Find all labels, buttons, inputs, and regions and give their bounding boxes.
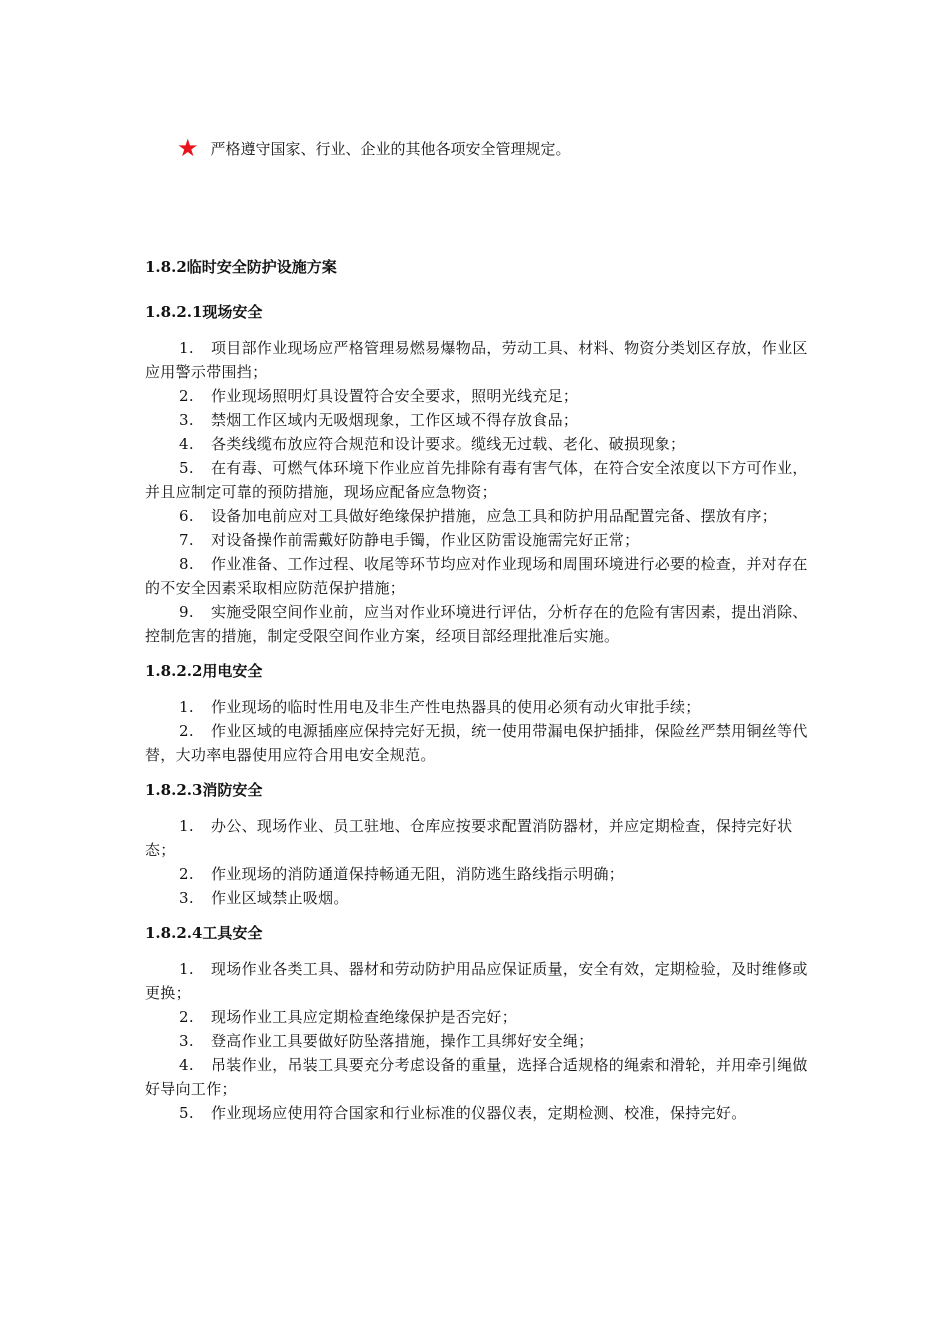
subsection [145, 921, 815, 1125]
list-item-text: 作业现场的临时性用电及非生产性电热器具的使用必须有动火审批手续； [211, 698, 701, 716]
list-item [145, 528, 815, 552]
list-item [145, 1005, 815, 1029]
list-item-text: 作业现场的消防通道保持畅通无阻，消防逃生路线指示明确； [211, 865, 625, 883]
subsection-title: 1.8.2.2用电安全 [145, 662, 263, 680]
list-item-text: 吊装作业，吊装工具要充分考虑设备的重量，选择合适规格的绳索和滑轮，并用牵引绳做好导向工作； [145, 1056, 808, 1098]
list-item-text: 项目部作业现场应严格管理易燃易爆物品，劳动工具、材料、物资分类划区存放，作业区应用警示带围挡； [145, 339, 808, 381]
list-item-number: 7. [179, 531, 194, 549]
list-item-text: 对设备操作前需戴好防静电手镯，作业区防雷设施需完好正常； [211, 531, 640, 549]
list-item-number: 2. [179, 387, 194, 405]
subsection [145, 300, 815, 648]
list-item-number: 4. [179, 435, 194, 453]
star-bullet-text: 严格遵守国家、行业、企业的其他各项安全管理规定。 [210, 139, 571, 158]
list-item-number: 2. [179, 722, 194, 740]
subsection-title: 1.8.2.4工具安全 [145, 924, 263, 942]
list-item-number: 1. [179, 698, 194, 716]
subsection [145, 659, 815, 767]
list-item-number: 5. [179, 1104, 194, 1122]
list-item [145, 552, 815, 600]
list-item-text: 设备加电前应对工具做好绝缘保护措施，应急工具和防护用品配置完备、摆放有序； [211, 507, 778, 525]
list-item [145, 862, 815, 886]
sections-container [145, 300, 815, 1125]
list-item-text: 作业区域禁止吸烟。 [211, 889, 349, 907]
list-item-number: 1. [179, 960, 194, 978]
list-item-number: 3. [179, 411, 194, 429]
list-item [145, 504, 815, 528]
list-item [145, 600, 815, 648]
list-item-number: 2. [179, 1008, 194, 1026]
subsection-title: 1.8.2.3消防安全 [145, 781, 263, 799]
list-item-text: 登高作业工具要做好防坠落措施，操作工具绑好安全绳； [211, 1032, 594, 1050]
list-item [145, 1029, 815, 1053]
list-item-text: 现场作业工具应定期检查绝缘保护是否完好； [211, 1008, 518, 1026]
subsection [145, 778, 815, 910]
list-item [145, 957, 815, 1005]
list-item [145, 814, 815, 862]
list-item-text: 各类线缆布放应符合规范和设计要求。缆线无过载、老化、破损现象； [211, 435, 686, 453]
list-item-text: 作业准备、工作过程、收尾等环节均应对作业现场和周围环境进行必要的检查，并对存在的不安全因素采取相应防范保护措施； [145, 555, 808, 597]
list-item [145, 1101, 815, 1125]
subsection-title: 1.8.2.1现场安全 [145, 303, 263, 321]
list-item [145, 719, 815, 767]
list-item [145, 695, 815, 719]
list-item-number: 9. [179, 603, 194, 621]
list-item-number: 4. [179, 1056, 194, 1074]
list-item-text: 在有毒、可燃气体环境下作业应首先排除有毒有害气体，在符合安全浓度以下方可作业，并且应制定可靠的预防措施，现场应配备应急物资； [145, 459, 808, 501]
list-item-text: 作业现场应使用符合国家和行业标准的仪器仪表，定期检测、校准，保持完好。 [211, 1104, 747, 1122]
list-item [145, 456, 815, 504]
list-item [145, 1053, 815, 1101]
document-body [145, 255, 815, 1136]
list-item-number: 8. [179, 555, 194, 573]
list-item [145, 432, 815, 456]
list-item-text: 办公、现场作业、员工驻地、仓库应按要求配置消防器材，并应定期检查，保持完好状态； [145, 817, 793, 859]
list-item-text: 实施受限空间作业前，应当对作业环境进行评估，分析存在的危险有害因素，提出消除、控制危害的措施，制定受限空间作业方案，经项目部经理批准后实施。 [145, 603, 808, 645]
list-item [145, 336, 815, 384]
list-item-text: 作业区域的电源插座应保持完好无损，统一使用带漏电保护插排，保险丝严禁用铜丝等代替，大功率电器使用应符合用电安全规范。 [145, 722, 808, 764]
list-item-number: 5. [179, 459, 194, 477]
list-item [145, 886, 815, 910]
star-icon: ★ [177, 134, 199, 162]
list-item-number: 3. [179, 889, 194, 907]
list-item-number: 1. [179, 339, 194, 357]
list-item-number: 6. [179, 507, 194, 525]
list-item-text: 禁烟工作区域内无吸烟现象，工作区域不得存放食品； [211, 411, 579, 429]
section-heading: 1.8.2临时安全防护设施方案 [145, 258, 337, 276]
list-item-number: 2. [179, 865, 194, 883]
star-bullet-item [177, 136, 571, 160]
list-item-text: 现场作业各类工具、器材和劳动防护用品应保证质量，安全有效，定期检验，及时维修或更换； [145, 960, 808, 1002]
list-item [145, 408, 815, 432]
list-item [145, 384, 815, 408]
list-item-text: 作业现场照明灯具设置符合安全要求，照明光线充足； [211, 387, 579, 405]
list-item-number: 1. [179, 817, 194, 835]
list-item-number: 3. [179, 1032, 194, 1050]
